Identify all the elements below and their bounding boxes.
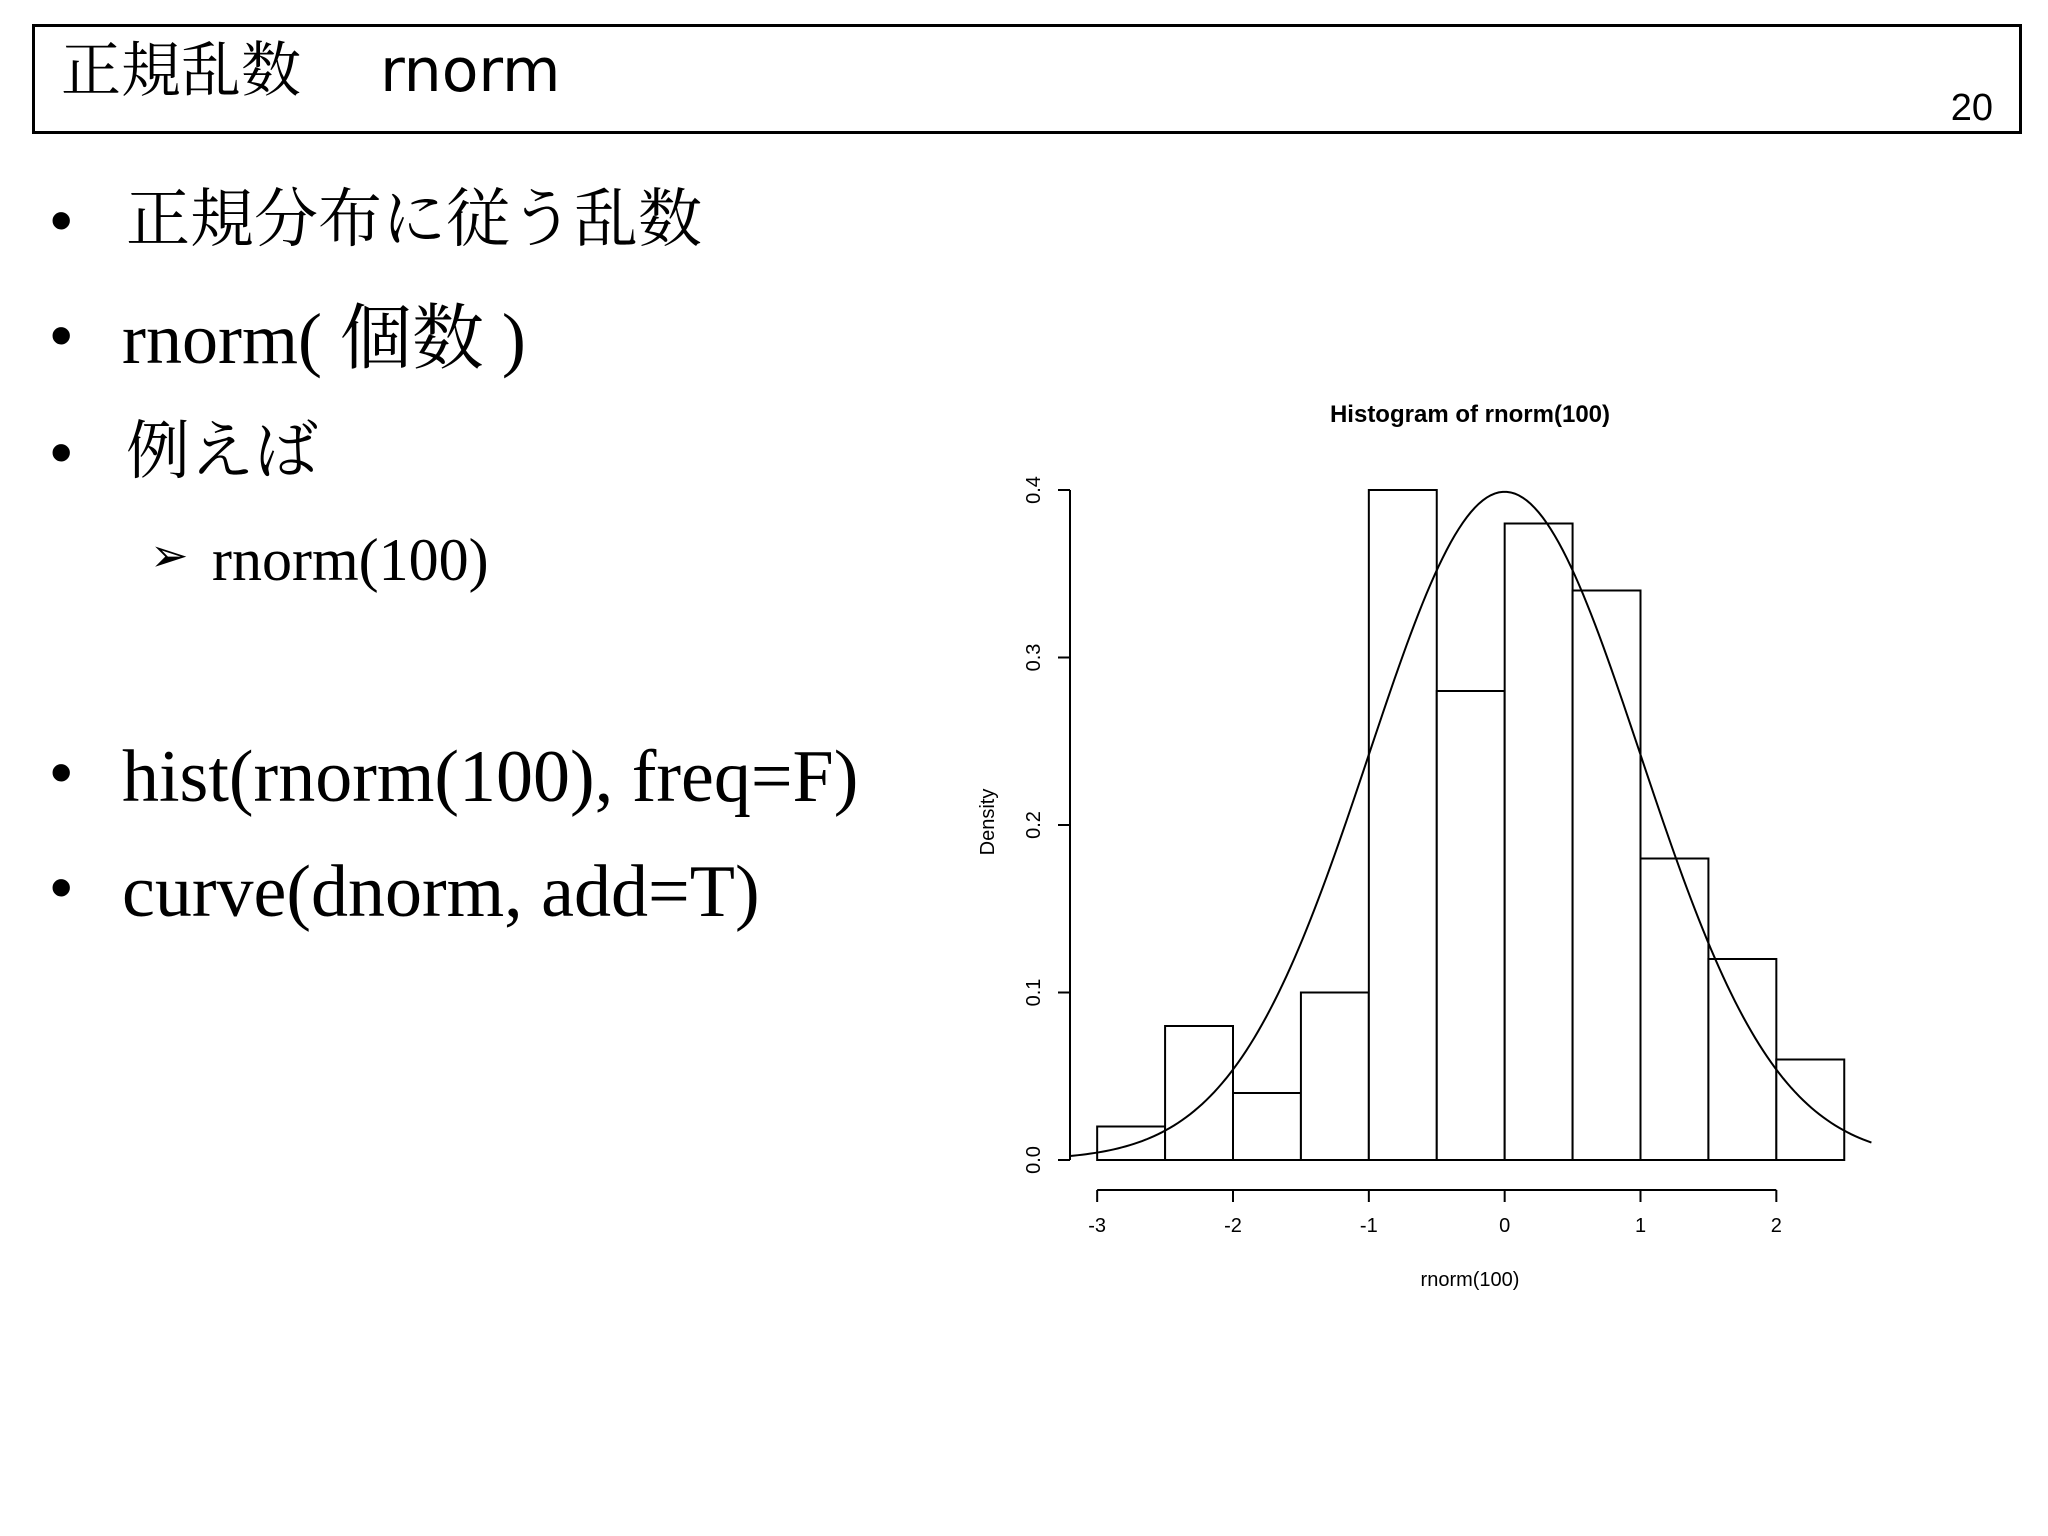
histogram-bar (1369, 490, 1437, 1160)
bullet-marker: • (50, 416, 73, 488)
histogram-bar (1301, 993, 1369, 1161)
x-axis-label: rnorm(100) (1420, 1269, 1520, 1291)
x-tick-label: 0 (1499, 1215, 1511, 1237)
chart-title: Histogram of rnorm(100) (1329, 401, 1611, 428)
y-tick-label: 0.2 (1023, 811, 1045, 839)
bullet-text: curve(dnorm, add=T) (122, 851, 760, 933)
x-tick-label: -3 (1088, 1215, 1107, 1237)
x-tick-label: 1 (1634, 1215, 1647, 1237)
x-tick-label: 2 (1770, 1215, 1782, 1237)
y-axis-label: Density (977, 788, 999, 856)
slide-title: 正規乱数 rnorm (61, 36, 561, 106)
y-tick-label: 0.0 (1023, 1146, 1045, 1174)
histogram-bar (1437, 691, 1505, 1160)
bullet-text: 例えば (126, 415, 318, 489)
histogram-chart (960, 380, 1920, 1320)
y-tick-label: 0.4 (1023, 476, 1045, 504)
bullet-text: 正規分布に従う乱数 (126, 183, 702, 257)
bullet-marker: • (50, 184, 73, 256)
histogram-bar (1165, 1026, 1233, 1160)
histogram-bar (1573, 591, 1641, 1161)
histogram-bar (1641, 859, 1709, 1161)
histogram-bar (1233, 1093, 1301, 1160)
slide-title-box (32, 24, 2022, 134)
y-tick-label: 0.3 (1023, 643, 1045, 672)
bullet-marker: • (50, 736, 73, 808)
bullet-marker: • (50, 851, 73, 923)
bullet-marker: • (50, 299, 73, 371)
slide-number: 20 (1950, 87, 1993, 129)
arrow-bullet-icon: ➢ (150, 528, 189, 582)
histogram-bar (1776, 1060, 1844, 1161)
bullet-text: hist(rnorm(100), freq=F) (122, 736, 859, 818)
bullet-text: rnorm(100) (212, 527, 489, 593)
histogram-bar (1097, 1127, 1165, 1161)
histogram-bar (1708, 959, 1776, 1160)
x-tick-label: -1 (1359, 1215, 1378, 1237)
y-tick-label: 0.1 (1023, 978, 1045, 1007)
x-tick-label: -2 (1224, 1215, 1242, 1237)
histogram-bar (1505, 524, 1573, 1161)
bullet-text: rnorm( 個数 ) (122, 299, 526, 379)
